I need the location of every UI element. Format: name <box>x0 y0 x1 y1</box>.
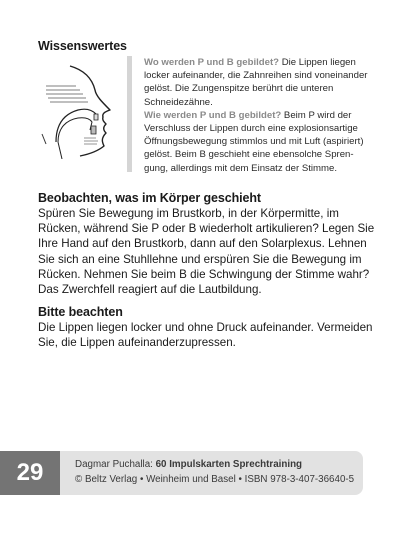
footer-title: 60 Impulskarten Sprechtraining <box>155 459 303 470</box>
footer <box>0 451 363 495</box>
answer-where: Die Lippen liegen locker aufeinander, die Zahnreihen sind voneinander gelöst. Die Zungenspitze berührt die unteren Schneidezähne. <box>144 57 368 108</box>
question-how: Wie werden P und B gebildet? <box>144 109 282 121</box>
footer-credits <box>75 457 354 487</box>
heading-bitte-beachten: Bitte beachten <box>38 305 123 319</box>
page-number: 29 <box>0 451 60 495</box>
info-paragraph-2 <box>144 109 371 175</box>
heading-wissenswertes: Wissenswertes <box>38 39 127 53</box>
info-box <box>127 56 371 172</box>
info-paragraph-1 <box>144 56 371 109</box>
heading-beobachten: Beobachten, was im Körper geschieht <box>38 191 261 205</box>
answer-how: Beim P wird der Verschluss der Lippen durch eine explosionsartige Öffnungsbewegung stimmlos und mit Luft (aspiriert) gelöst. Beim B geschieht eine ebensolche Sprengung, allerdings mit dem Einsatz der Stimme. <box>144 109 364 174</box>
footer-publisher: © Beltz Verlag • Weinheim und Basel • ISBN 978-3-407-36640-5 <box>75 474 355 485</box>
body-beobachten: Spüren Sie Bewegung im Brustkorb, in der Körpermitte, im Rücken, während Sie P oder B wiederholt artikulieren? Legen Sie Ihre Hand auf den Brustkorb, dann auf den Solarplexus. Lehnen Sie sich an eine Stuhllehne und erspüren Sie die Bewegung im Rücken. Nehmen Sie beim B die Schwingung der Stimme wahr? Das Zwerchfell reagiert auf die Lautbildung. <box>38 207 375 297</box>
body-bitte-beachten: Die Lippen liegen locker und ohne Druck aufeinander. Vermeiden Sie, die Lippen aufeinanderzupressen. <box>38 321 373 350</box>
question-where: Wo werden P und B gebildet? <box>144 57 280 68</box>
footer-author: Dagmar Puchalla: <box>75 459 156 470</box>
mouth-profile-illustration <box>40 64 120 159</box>
footer-line-1 <box>75 457 354 472</box>
